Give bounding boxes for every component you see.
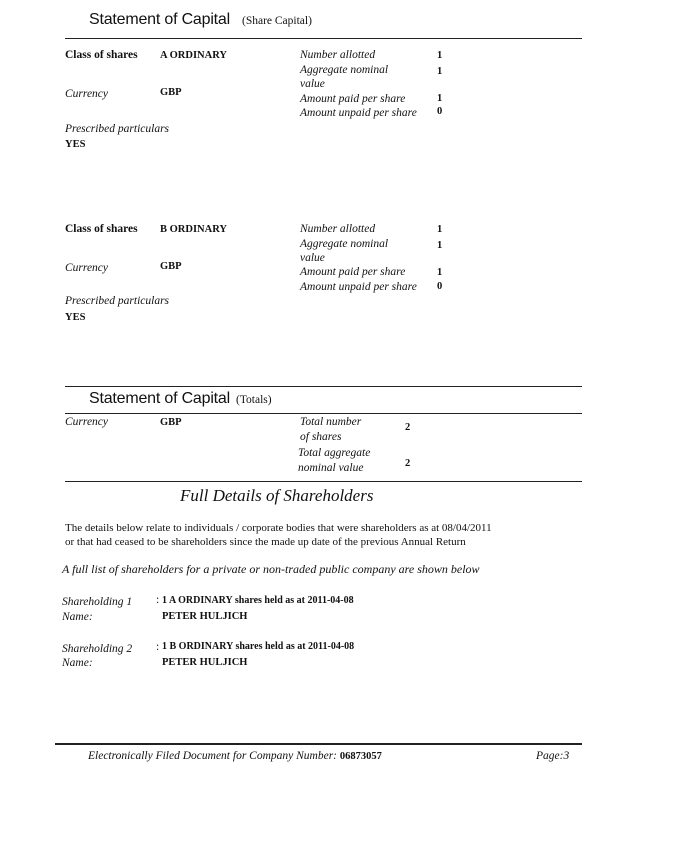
capital-header-rule bbox=[65, 38, 582, 39]
prescribed-particulars-label: Prescribed particulars bbox=[65, 123, 170, 135]
totals-header-rule bbox=[65, 413, 582, 414]
shareholding-label: Shareholding 1 bbox=[62, 596, 133, 608]
footer-rule bbox=[55, 743, 582, 745]
aggregate-nominal-value: 1 bbox=[437, 66, 443, 77]
company-number: 06873057 bbox=[339, 751, 382, 762]
class-of-shares-label: Class of shares bbox=[65, 223, 138, 235]
prescribed-particulars-label: Prescribed particulars bbox=[65, 295, 170, 307]
amount-paid-value: 1 bbox=[437, 267, 443, 278]
total-aggregate-label: Total aggregate bbox=[298, 447, 371, 459]
class-of-shares-value: A ORDINARY bbox=[160, 50, 228, 61]
shareholder-name: PETER HULJICH bbox=[162, 611, 248, 622]
aggregate-nominal-value: 1 bbox=[437, 240, 443, 251]
capital-subtitle: (Share Capital) bbox=[242, 15, 312, 27]
amount-paid-label: Amount paid per share bbox=[300, 266, 406, 278]
shareholding-label: Shareholding 2 bbox=[62, 643, 133, 655]
shareholder-name-label: Name: bbox=[62, 611, 93, 623]
totals-currency-label: Currency bbox=[65, 416, 109, 428]
number-allotted-label: Number allotted bbox=[300, 49, 376, 61]
shareholders-note: A full list of shareholders for a private or non-traded public company are shown below bbox=[62, 562, 480, 576]
class-of-shares-value: B ORDINARY bbox=[160, 224, 228, 235]
totals-subtitle: (Totals) bbox=[236, 394, 272, 406]
currency-value: GBP bbox=[160, 87, 182, 98]
aggregate-nominal-label-cont: value bbox=[300, 78, 325, 90]
totals-currency-value: GBP bbox=[160, 417, 182, 428]
class-of-shares-label: Class of shares bbox=[65, 49, 138, 61]
footer-text bbox=[88, 750, 382, 762]
amount-unpaid-value: 0 bbox=[437, 281, 443, 292]
prescribed-particulars-value: YES bbox=[65, 139, 86, 150]
totals-title: Statement of Capital bbox=[89, 390, 230, 407]
shareholders-intro-line-1: The details below relate to individuals / corporate bodies that were shareholders as at 08/04/2011 bbox=[65, 522, 492, 534]
prescribed-particulars-value: YES bbox=[65, 312, 86, 323]
aggregate-nominal-label: Aggregate nominal bbox=[300, 64, 389, 76]
shareholding-detail: 1 B ORDINARY shares held as at 2011-04-08 bbox=[162, 641, 355, 652]
shareholder-name: PETER HULJICH bbox=[162, 657, 248, 668]
aggregate-nominal-label-cont: value bbox=[300, 252, 325, 264]
amount-paid-value: 1 bbox=[437, 93, 443, 104]
total-aggregate-value: 2 bbox=[405, 458, 411, 469]
currency-label: Currency bbox=[65, 88, 109, 100]
totals-bottom-rule bbox=[65, 481, 582, 482]
totals-top-rule bbox=[65, 386, 582, 387]
number-allotted-value: 1 bbox=[437, 50, 443, 61]
aggregate-nominal-label: Aggregate nominal bbox=[300, 238, 389, 250]
shareholder-name-label: Name: bbox=[62, 657, 93, 669]
number-allotted-label: Number allotted bbox=[300, 223, 376, 235]
shareholders-intro-line-2: or that had ceased to be shareholders since the made up date of the previous Annual Return bbox=[65, 536, 466, 548]
page-number: Page:3 bbox=[536, 750, 570, 762]
total-number-shares-label: Total number bbox=[300, 416, 362, 428]
currency-label: Currency bbox=[65, 262, 109, 274]
shareholding-colon: : bbox=[156, 641, 160, 653]
shareholding-colon: : bbox=[156, 594, 160, 606]
total-aggregate-label-cont: nominal value bbox=[298, 462, 364, 474]
footer-label: Electronically Filed Document for Company Number: bbox=[88, 750, 338, 762]
amount-paid-label: Amount paid per share bbox=[300, 93, 406, 105]
amount-unpaid-value: 0 bbox=[437, 106, 443, 117]
amount-unpaid-label: Amount unpaid per share bbox=[300, 281, 417, 293]
total-number-shares-value: 2 bbox=[405, 422, 411, 433]
number-allotted-value: 1 bbox=[437, 224, 443, 235]
total-number-shares-label-cont: of shares bbox=[300, 431, 342, 443]
capital-title: Statement of Capital bbox=[89, 11, 230, 28]
shareholding-detail: 1 A ORDINARY shares held as at 2011-04-08 bbox=[162, 595, 354, 606]
shareholders-title: Full Details of Shareholders bbox=[180, 486, 374, 505]
amount-unpaid-label: Amount unpaid per share bbox=[300, 107, 417, 119]
currency-value: GBP bbox=[160, 261, 182, 272]
